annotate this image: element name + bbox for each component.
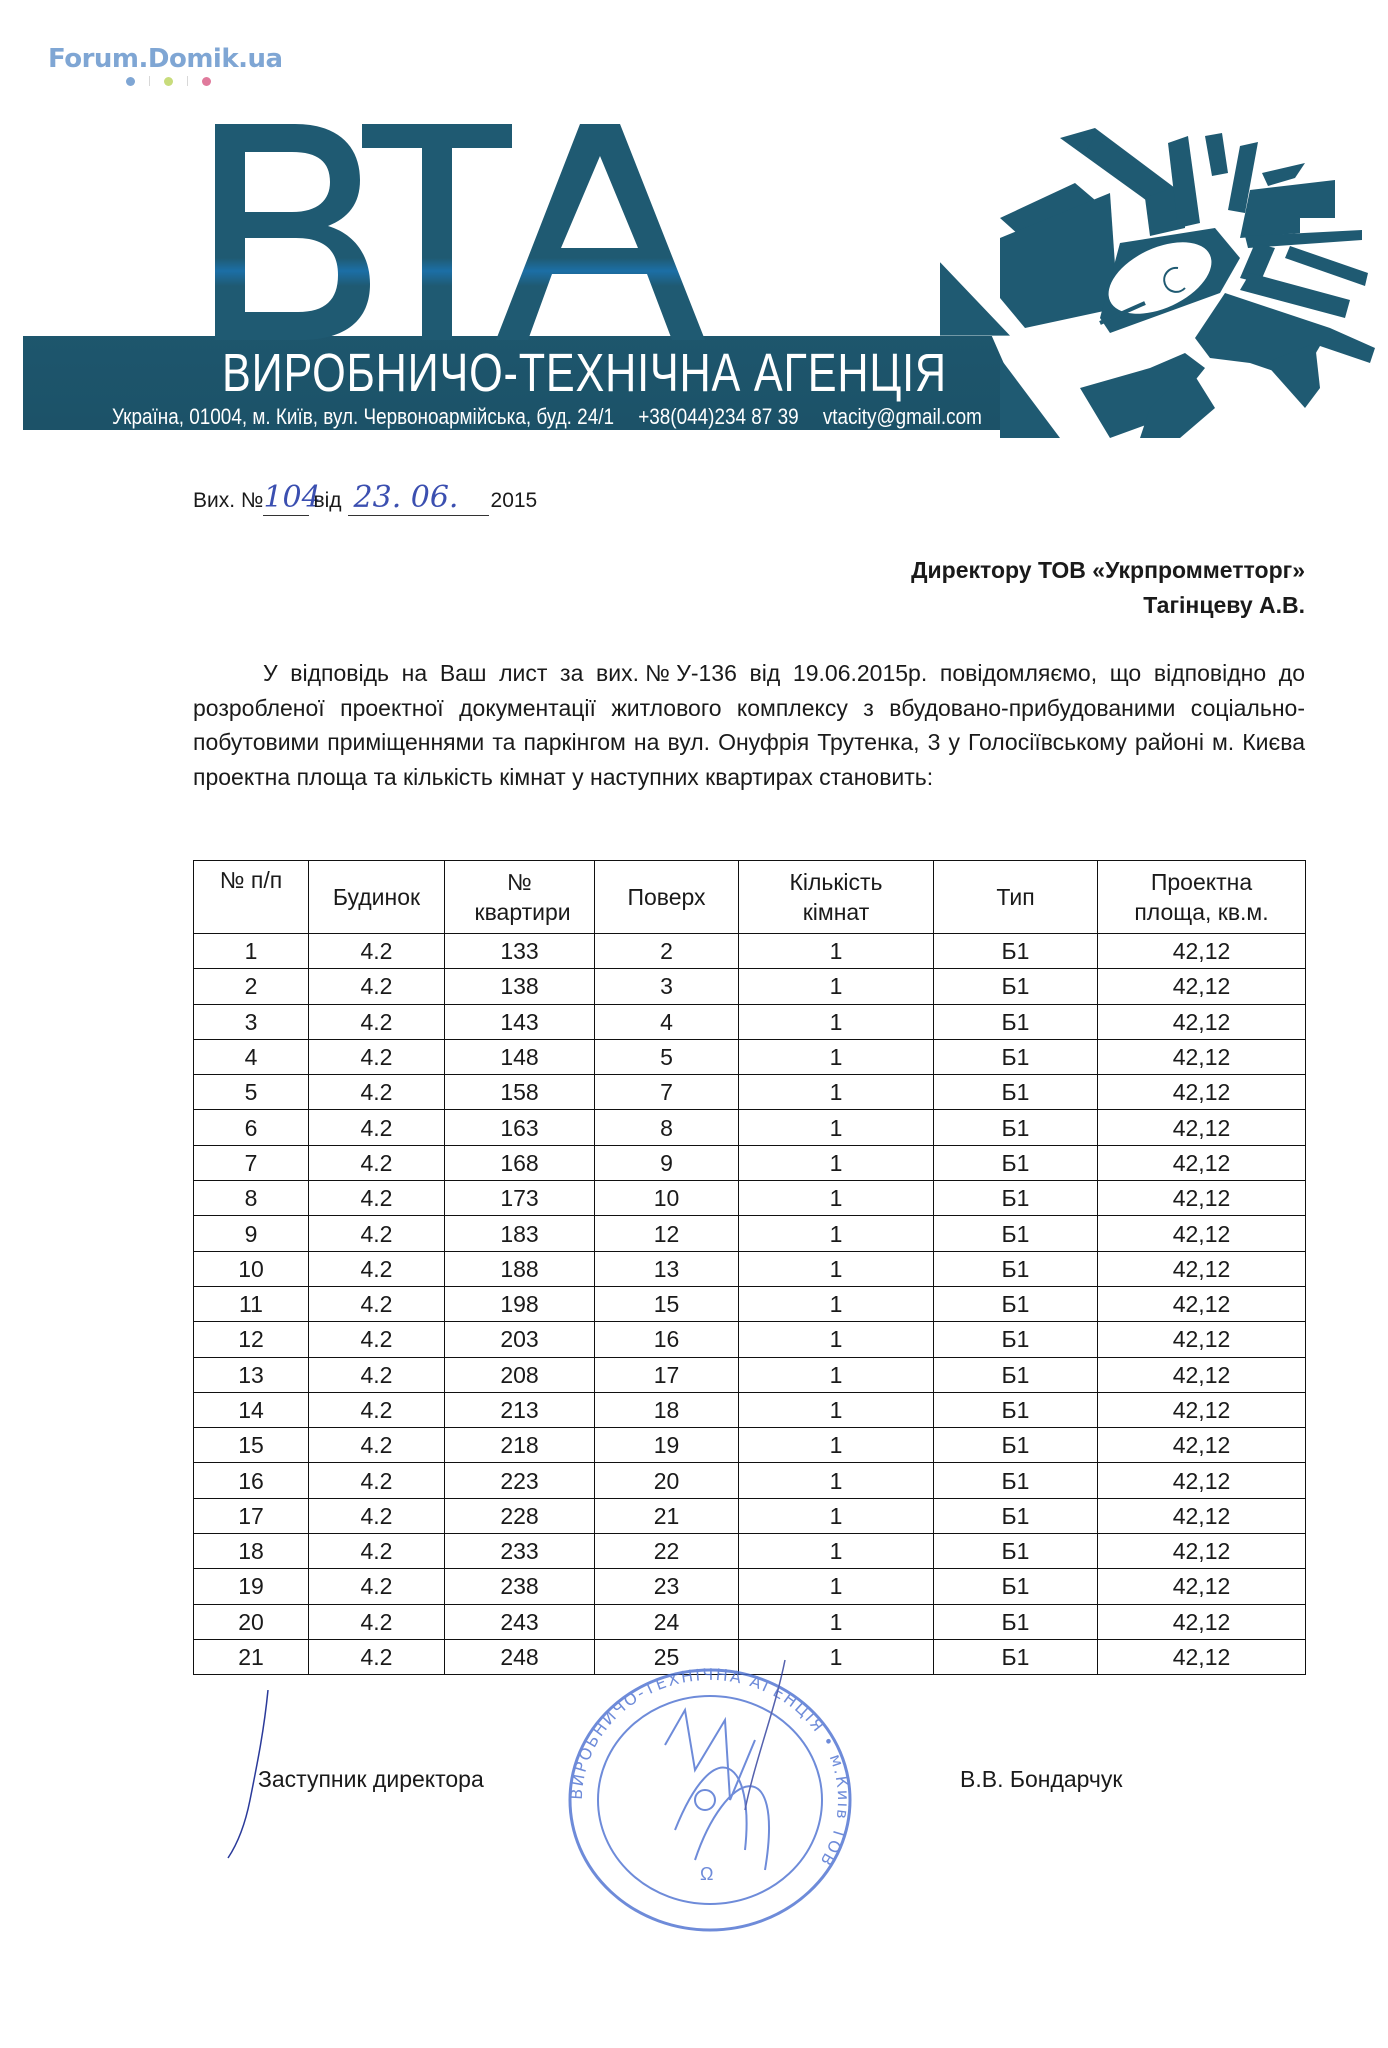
cell-building: 4.2 xyxy=(309,969,445,1004)
cell-area: 42,12 xyxy=(1098,1322,1306,1357)
cell-floor: 5 xyxy=(595,1039,739,1074)
cell-area: 42,12 xyxy=(1098,1357,1306,1392)
cell-floor: 23 xyxy=(595,1569,739,1604)
dot-pink-icon xyxy=(202,77,211,86)
ref-year: 2015 xyxy=(490,489,538,512)
cell-rooms: 1 xyxy=(739,1463,934,1498)
cell-type: Б1 xyxy=(934,969,1098,1004)
cell-type: Б1 xyxy=(934,1110,1098,1145)
cell-building: 4.2 xyxy=(309,1534,445,1569)
cell-building: 4.2 xyxy=(309,1145,445,1180)
cell-building: 4.2 xyxy=(309,1322,445,1357)
col-header-type: Тип xyxy=(934,861,1098,934)
cell-type: Б1 xyxy=(934,1075,1098,1110)
cell-floor: 19 xyxy=(595,1428,739,1463)
cell-index: 17 xyxy=(194,1498,309,1533)
cell-apartment: 208 xyxy=(445,1357,595,1392)
cell-building: 4.2 xyxy=(309,934,445,969)
table-header-row xyxy=(194,861,1306,934)
cell-apartment: 203 xyxy=(445,1322,595,1357)
addressee-line-2: Тагінцеву А.В. xyxy=(1143,592,1305,618)
watermark-dots xyxy=(126,76,211,86)
cell-floor: 9 xyxy=(595,1145,739,1180)
cell-apartment: 163 xyxy=(445,1110,595,1145)
cell-rooms: 1 xyxy=(739,1286,934,1321)
table-row xyxy=(194,1392,1306,1427)
cell-rooms: 1 xyxy=(739,1569,934,1604)
cell-apartment: 158 xyxy=(445,1075,595,1110)
letter-paragraph: У відповідь на Ваш лист за вих.№У-136 від 19.06.2015р. повідомляємо, що відповідно до розробленої проектної документації житлового комплексу з вбудовано-прибудованими соціально-побутовими приміщеннями та паркінгом на вул. Онуфрія Трутенка, 3 у Голосіївському районі м. Києва проектна площа та кількість кімнат у наступних квартирах становить: xyxy=(193,660,1305,790)
cell-floor: 8 xyxy=(595,1110,739,1145)
cell-floor: 16 xyxy=(595,1322,739,1357)
addressee-line-1: Директору ТОВ «Укрпромметторг» xyxy=(911,557,1305,583)
table-row xyxy=(194,1216,1306,1251)
table-row xyxy=(194,1569,1306,1604)
signatory-role: Заступник директора xyxy=(258,1766,484,1792)
cell-index: 9 xyxy=(194,1216,309,1251)
city-emblem-icon xyxy=(1000,118,1388,448)
cell-floor: 25 xyxy=(595,1639,739,1674)
cell-building: 4.2 xyxy=(309,1498,445,1533)
cell-index: 6 xyxy=(194,1110,309,1145)
cell-apartment: 138 xyxy=(445,969,595,1004)
cell-apartment: 183 xyxy=(445,1216,595,1251)
col-header-rooms: Кількість кімнат xyxy=(739,861,934,934)
col-header-apartment: № квартири xyxy=(445,861,595,934)
cell-index: 4 xyxy=(194,1039,309,1074)
table-row xyxy=(194,1110,1306,1145)
cell-area: 42,12 xyxy=(1098,969,1306,1004)
cell-rooms: 1 xyxy=(739,1181,934,1216)
table-row xyxy=(194,969,1306,1004)
cell-apartment: 148 xyxy=(445,1039,595,1074)
dot-blue-icon xyxy=(126,77,135,86)
cell-type: Б1 xyxy=(934,1286,1098,1321)
cell-floor: 15 xyxy=(595,1286,739,1321)
cell-area: 42,12 xyxy=(1098,1569,1306,1604)
cell-index: 13 xyxy=(194,1357,309,1392)
ref-number: 104 xyxy=(263,480,321,515)
table-row xyxy=(194,1181,1306,1216)
table-row xyxy=(194,1498,1306,1533)
cell-building: 4.2 xyxy=(309,1392,445,1427)
cell-type: Б1 xyxy=(934,1534,1098,1569)
cell-rooms: 1 xyxy=(739,1322,934,1357)
table-row xyxy=(194,934,1306,969)
outgoing-reference xyxy=(193,480,537,516)
cell-area: 42,12 xyxy=(1098,1145,1306,1180)
table-row xyxy=(194,1604,1306,1639)
cell-type: Б1 xyxy=(934,1392,1098,1427)
cell-index: 1 xyxy=(194,934,309,969)
cell-building: 4.2 xyxy=(309,1004,445,1039)
cell-type: Б1 xyxy=(934,1604,1098,1639)
cell-rooms: 1 xyxy=(739,1110,934,1145)
cell-floor: 17 xyxy=(595,1357,739,1392)
cell-type: Б1 xyxy=(934,1322,1098,1357)
cell-apartment: 168 xyxy=(445,1145,595,1180)
table-row xyxy=(194,1145,1306,1180)
cell-area: 42,12 xyxy=(1098,1004,1306,1039)
cell-apartment: 143 xyxy=(445,1004,595,1039)
cell-area: 42,12 xyxy=(1098,1286,1306,1321)
cell-floor: 13 xyxy=(595,1251,739,1286)
col-header-index: № п/п xyxy=(194,861,309,934)
cell-area: 42,12 xyxy=(1098,1604,1306,1639)
cell-rooms: 1 xyxy=(739,1039,934,1074)
cell-building: 4.2 xyxy=(309,1639,445,1674)
cell-rooms: 1 xyxy=(739,934,934,969)
cell-type: Б1 xyxy=(934,1251,1098,1286)
cell-rooms: 1 xyxy=(739,1075,934,1110)
cell-index: 16 xyxy=(194,1463,309,1498)
apartments-table xyxy=(193,860,1306,1675)
letter-body xyxy=(193,656,1305,794)
col-header-building: Будинок xyxy=(309,861,445,934)
cell-type: Б1 xyxy=(934,1004,1098,1039)
cell-apartment: 213 xyxy=(445,1392,595,1427)
logo-letters xyxy=(200,118,720,340)
cell-index: 11 xyxy=(194,1286,309,1321)
letterhead-subtitle: ВИРОБНИЧО-ТЕХНІЧНА АГЕНЦІЯ xyxy=(222,343,947,403)
cell-apartment: 133 xyxy=(445,934,595,969)
cell-building: 4.2 xyxy=(309,1428,445,1463)
cell-apartment: 188 xyxy=(445,1251,595,1286)
cell-type: Б1 xyxy=(934,1357,1098,1392)
cell-building: 4.2 xyxy=(309,1463,445,1498)
cell-rooms: 1 xyxy=(739,1392,934,1427)
cell-index: 3 xyxy=(194,1004,309,1039)
cell-index: 10 xyxy=(194,1251,309,1286)
cell-apartment: 173 xyxy=(445,1181,595,1216)
col-header-area: Проектна площа, кв.м. xyxy=(1098,861,1306,934)
table-row xyxy=(194,1004,1306,1039)
company-stamp-icon xyxy=(555,1650,865,1950)
cell-type: Б1 xyxy=(934,1145,1098,1180)
cell-floor: 7 xyxy=(595,1075,739,1110)
cell-floor: 2 xyxy=(595,934,739,969)
cell-area: 42,12 xyxy=(1098,1639,1306,1674)
cell-type: Б1 xyxy=(934,1428,1098,1463)
forum-watermark: Forum.Domik.ua xyxy=(48,44,283,74)
cell-type: Б1 xyxy=(934,1039,1098,1074)
table-row xyxy=(194,1534,1306,1569)
table-row xyxy=(194,1286,1306,1321)
table-row xyxy=(194,1039,1306,1074)
cell-apartment: 223 xyxy=(445,1463,595,1498)
cell-area: 42,12 xyxy=(1098,1534,1306,1569)
cell-index: 20 xyxy=(194,1604,309,1639)
cell-rooms: 1 xyxy=(739,1004,934,1039)
cell-floor: 20 xyxy=(595,1463,739,1498)
cell-apartment: 248 xyxy=(445,1639,595,1674)
cell-apartment: 238 xyxy=(445,1569,595,1604)
cell-type: Б1 xyxy=(934,934,1098,969)
cell-index: 2 xyxy=(194,969,309,1004)
cell-building: 4.2 xyxy=(309,1039,445,1074)
cell-floor: 22 xyxy=(595,1534,739,1569)
cell-area: 42,12 xyxy=(1098,1498,1306,1533)
cell-apartment: 243 xyxy=(445,1604,595,1639)
letterhead-address: Україна, 01004, м. Київ, вул. Червоноармійська, буд. 24/1 xyxy=(112,404,615,429)
cell-index: 7 xyxy=(194,1145,309,1180)
cell-rooms: 1 xyxy=(739,1216,934,1251)
cell-index: 19 xyxy=(194,1569,309,1604)
cell-area: 42,12 xyxy=(1098,1216,1306,1251)
cell-area: 42,12 xyxy=(1098,1075,1306,1110)
cell-area: 42,12 xyxy=(1098,1039,1306,1074)
cell-building: 4.2 xyxy=(309,1569,445,1604)
letterhead-phone: +38(044)234 87 39 xyxy=(638,404,799,429)
cell-type: Б1 xyxy=(934,1569,1098,1604)
cell-type: Б1 xyxy=(934,1498,1098,1533)
cell-floor: 24 xyxy=(595,1604,739,1639)
cell-index: 5 xyxy=(194,1075,309,1110)
cell-area: 42,12 xyxy=(1098,1463,1306,1498)
dot-green-icon xyxy=(164,77,173,86)
cell-index: 21 xyxy=(194,1639,309,1674)
cell-rooms: 1 xyxy=(739,1604,934,1639)
cell-apartment: 198 xyxy=(445,1286,595,1321)
cell-apartment: 233 xyxy=(445,1534,595,1569)
cell-area: 42,12 xyxy=(1098,934,1306,969)
col-header-floor: Поверх xyxy=(595,861,739,934)
cell-building: 4.2 xyxy=(309,1216,445,1251)
ref-from-label: від xyxy=(313,489,342,512)
cell-rooms: 1 xyxy=(739,1639,934,1674)
cell-floor: 21 xyxy=(595,1498,739,1533)
table-row xyxy=(194,1075,1306,1110)
cell-area: 42,12 xyxy=(1098,1110,1306,1145)
cell-apartment: 218 xyxy=(445,1428,595,1463)
cell-index: 12 xyxy=(194,1322,309,1357)
cell-apartment: 228 xyxy=(445,1498,595,1533)
cell-area: 42,12 xyxy=(1098,1251,1306,1286)
signatory-name: В.В. Бондарчук xyxy=(960,1766,1123,1792)
cell-building: 4.2 xyxy=(309,1110,445,1145)
table-row xyxy=(194,1428,1306,1463)
cell-building: 4.2 xyxy=(309,1357,445,1392)
addressee-block xyxy=(911,553,1305,623)
cell-type: Б1 xyxy=(934,1216,1098,1251)
cell-type: Б1 xyxy=(934,1463,1098,1498)
table-row xyxy=(194,1357,1306,1392)
ref-prefix: Вих. № xyxy=(193,489,264,512)
cell-building: 4.2 xyxy=(309,1604,445,1639)
cell-rooms: 1 xyxy=(739,1145,934,1180)
cell-building: 4.2 xyxy=(309,1286,445,1321)
cell-type: Б1 xyxy=(934,1639,1098,1674)
table-body xyxy=(194,934,1306,1675)
cell-floor: 10 xyxy=(595,1181,739,1216)
cell-building: 4.2 xyxy=(309,1075,445,1110)
cell-rooms: 1 xyxy=(739,1428,934,1463)
cell-floor: 3 xyxy=(595,969,739,1004)
cell-floor: 12 xyxy=(595,1216,739,1251)
letterhead-email[interactable]: vtacity@gmail.com xyxy=(822,404,982,429)
svg-text:Ω: Ω xyxy=(700,1864,714,1884)
letterhead-contacts xyxy=(112,404,1001,430)
cell-type: Б1 xyxy=(934,1181,1098,1216)
cell-area: 42,12 xyxy=(1098,1392,1306,1427)
cell-floor: 18 xyxy=(595,1392,739,1427)
cell-rooms: 1 xyxy=(739,1534,934,1569)
cell-index: 8 xyxy=(194,1181,309,1216)
cell-rooms: 1 xyxy=(739,969,934,1004)
ref-date: 23. 06. xyxy=(348,480,489,516)
svg-text:ВИРОБНИЧО-ТЕХНІЧНА АГЕНЦІЯ • м: ВИРОБНИЧО-ТЕХНІЧНА АГЕНЦІЯ • м.Київ ТОВ xyxy=(566,1664,854,1871)
table-row xyxy=(194,1251,1306,1286)
cell-rooms: 1 xyxy=(739,1357,934,1392)
table-row xyxy=(194,1463,1306,1498)
cell-index: 18 xyxy=(194,1534,309,1569)
cell-area: 42,12 xyxy=(1098,1181,1306,1216)
cell-index: 15 xyxy=(194,1428,309,1463)
cell-rooms: 1 xyxy=(739,1251,934,1286)
cell-building: 4.2 xyxy=(309,1251,445,1286)
cell-index: 14 xyxy=(194,1392,309,1427)
cell-floor: 4 xyxy=(595,1004,739,1039)
cell-building: 4.2 xyxy=(309,1181,445,1216)
table-row xyxy=(194,1322,1306,1357)
cell-rooms: 1 xyxy=(739,1498,934,1533)
cell-area: 42,12 xyxy=(1098,1428,1306,1463)
